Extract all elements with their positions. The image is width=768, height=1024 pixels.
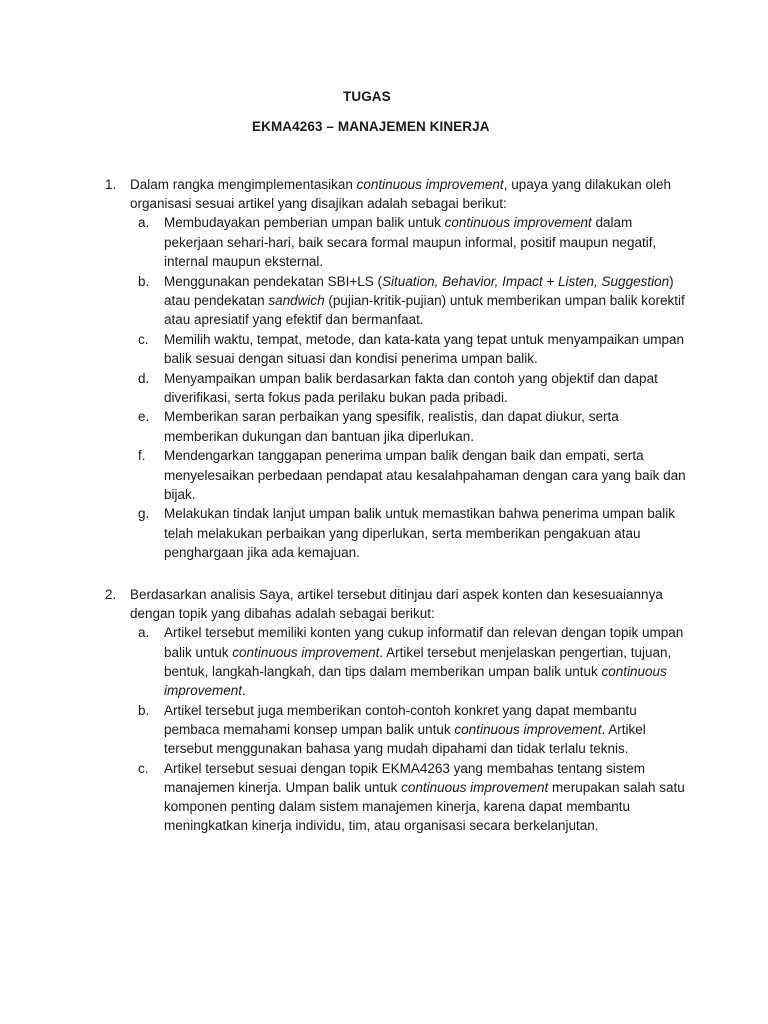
item-text: Melakukan tindak lanjut umpan balik untuk memastikan bahwa penerima umpan balik telah melakukan perbaikan yang diperlukan, serta memberikan pengakuan atau penghargaan jika ada kemajuan. <box>164 506 676 560</box>
question-number: 1. <box>105 177 117 192</box>
italic-term: continuous improvement <box>454 721 602 737</box>
item-text: Artikel tersebut memiliki konten yang cukup informatif dan relevan dengan topik umpan balik untuk continuous improvement. Artikel tersebut menjelaskan pengertian, tujuan, bentuk, langkah-langkah, dan tips dalam memberikan umpan balik untuk continuous improvement. <box>164 625 684 699</box>
answer-list <box>138 213 695 562</box>
item-letter: a. <box>138 215 150 231</box>
list-item <box>138 446 695 504</box>
item-letter: b. <box>138 273 150 289</box>
item-letter: e. <box>138 409 150 425</box>
question-intro-text: Dalam rangka mengimplementasikan continuous improvement, upaya yang dilakukan oleh organisasi sesuai artikel yang disajikan adalah sebagai berikut: <box>130 177 672 212</box>
italic-term: continuous improvement <box>356 177 504 192</box>
list-item <box>138 701 695 759</box>
italic-term: continuous improvement <box>232 644 380 660</box>
italic-term: continuous improvement <box>164 663 667 699</box>
item-letter: c. <box>138 331 149 347</box>
question-number: 2. <box>105 587 117 602</box>
italic-term: continuous improvement <box>444 215 592 231</box>
item-letter: f. <box>138 448 146 464</box>
question-1 <box>105 175 695 563</box>
list-item <box>138 407 695 445</box>
question-2-intro <box>105 585 695 623</box>
document-title: TUGAS <box>343 89 391 104</box>
item-text: Memilih waktu, tempat, metode, dan kata-kata yang tepat untuk menyampaikan umpan balik sesuai dengan situasi dan kondisi penerima umpan balik. <box>164 331 685 366</box>
italic-term: Situation, Behavior, Impact + Listen, Suggestion <box>382 273 670 289</box>
item-text: Memberikan saran perbaikan yang spesifik, realistis, dan dapat diukur, serta memberikan dukungan dan bantuan jika diperlukan. <box>164 409 619 444</box>
item-letter: g. <box>138 506 150 522</box>
italic-term: continuous improvement <box>401 780 549 796</box>
item-text: Menyampaikan umpan balik berdasarkan fakta dan contoh yang objektif dan dapat diverifikasi, serta fokus pada perilaku bukan pada pribadi. <box>164 370 658 405</box>
question-1-intro <box>105 175 695 213</box>
list-item <box>138 504 695 562</box>
list-item <box>138 759 695 836</box>
item-letter: a. <box>138 625 150 641</box>
item-letter: d. <box>138 370 150 386</box>
answer-list <box>138 623 695 835</box>
list-item <box>138 272 695 330</box>
item-letter: c. <box>138 760 149 776</box>
item-letter: b. <box>138 702 150 718</box>
item-text: Mendengarkan tanggapan penerima umpan balik dengan baik dan empati, serta menyelesaikan perbedaan pendapat atau kesalahpahaman dengan cara yang baik dan bijak. <box>164 448 686 502</box>
item-text: Artikel tersebut juga memberikan contoh-contoh konkret yang dapat membantu pembaca memahami konsep umpan balik untuk continuous improvement. Artikel tersebut menggunakan bahasa yang mudah dipahami dan tidak terlalu teknis. <box>164 702 646 757</box>
italic-term: sandwich <box>268 292 325 308</box>
list-item <box>138 213 695 271</box>
list-item <box>138 369 695 407</box>
item-text: Menggunakan pendekatan SBI+LS (Situation, Behavior, Impact + Listen, Suggestion) atau pendekatan sandwich (pujian-kritik-pujian) untuk memberikan umpan balik korektif atau apresiatif yang efektif dan bermanfaat. <box>164 273 685 327</box>
item-text: Membudayakan pemberian umpan balik untuk continuous improvement dalam pekerjaan sehari-hari, baik secara formal maupun informal, positif maupun negatif, internal maupun eksternal. <box>164 215 657 269</box>
question-2 <box>105 585 695 836</box>
document-subtitle: EKMA4263 – MANAJEMEN KINERJA <box>252 119 490 134</box>
list-item <box>138 623 695 700</box>
item-text: Artikel tersebut sesuai dengan topik EKMA4263 yang membahas tentang sistem manajemen kinerja. Umpan balik untuk continuous improvement merupakan salah satu komponen penting dalam sistem manajemen kinerja, karena dapat membantu meningkatkan kinerja individu, tim, atau organisasi secara berkelanjutan. <box>164 760 685 834</box>
question-intro-text: Berdasarkan analisis Saya, artikel tersebut ditinjau dari aspek konten dan kesesuaiannya dengan topik yang dibahas adalah sebagai berikut: <box>130 587 663 622</box>
list-item <box>138 330 695 368</box>
